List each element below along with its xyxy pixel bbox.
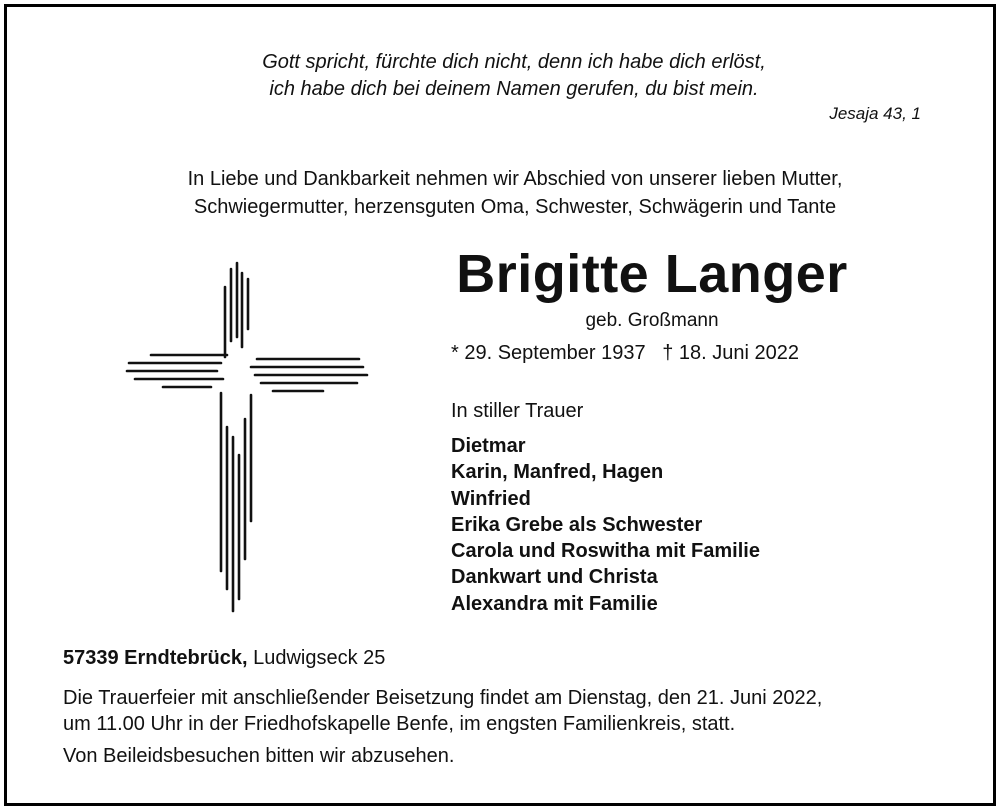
family-member: Alexandra mit Familie: [451, 592, 658, 615]
intro-text: [7, 165, 993, 221]
verse-reference: Jesaja 43, 1: [829, 104, 921, 123]
ceremony-line-1: Die Trauerfeier mit anschließender Beisetzung findet am Dienstag, den 21. Juni 2022,: [63, 687, 823, 709]
intro-line-1: In Liebe und Dankbarkeit nehmen wir Abschied von unserer lieben Mutter,: [187, 168, 843, 190]
address-city: 57339 Erndtebrück,: [63, 647, 248, 669]
cross-icon: [123, 259, 375, 619]
life-dates: * 29. September 1937 † 18. Juni 2022: [451, 342, 800, 364]
obituary-notice: [4, 4, 996, 806]
family-member: Carola und Roswitha mit Familie: [451, 540, 760, 563]
address: [63, 647, 385, 670]
verse-line-2: ich habe dich bei deinem Namen gerufen, du bist mein.: [269, 78, 759, 100]
condolence-note: Von Beileidsbesuchen bitten wir abzusehen.: [63, 745, 455, 767]
intro-line-2: Schwiegermutter, herzensguten Oma, Schwester, Schwägerin und Tante: [193, 196, 837, 218]
address-street: Ludwigseck 25: [253, 647, 386, 669]
ceremony-line-2: um 11.00 Uhr in der Friedhofskapelle Benfe, im engsten Familienkreis, statt.: [63, 713, 736, 735]
ceremony-info: [63, 685, 963, 737]
verse-line-1: Gott spricht, fürchte dich nicht, denn ich habe dich erlöst,: [262, 51, 766, 73]
bible-verse: [7, 49, 993, 103]
family-member: Erika Grebe als Schwester: [451, 513, 703, 536]
deceased-name: Brigitte Langer: [456, 244, 848, 304]
family-member: Dietmar: [451, 435, 526, 457]
maiden-name: geb. Großmann: [585, 310, 719, 331]
family-member: Winfried: [451, 487, 531, 510]
family-member: Dankwart und Christa: [451, 566, 658, 589]
family-member: Karin, Manfred, Hagen: [451, 461, 664, 484]
family-list: [451, 433, 760, 617]
mourning-heading: In stiller Trauer: [451, 400, 584, 422]
